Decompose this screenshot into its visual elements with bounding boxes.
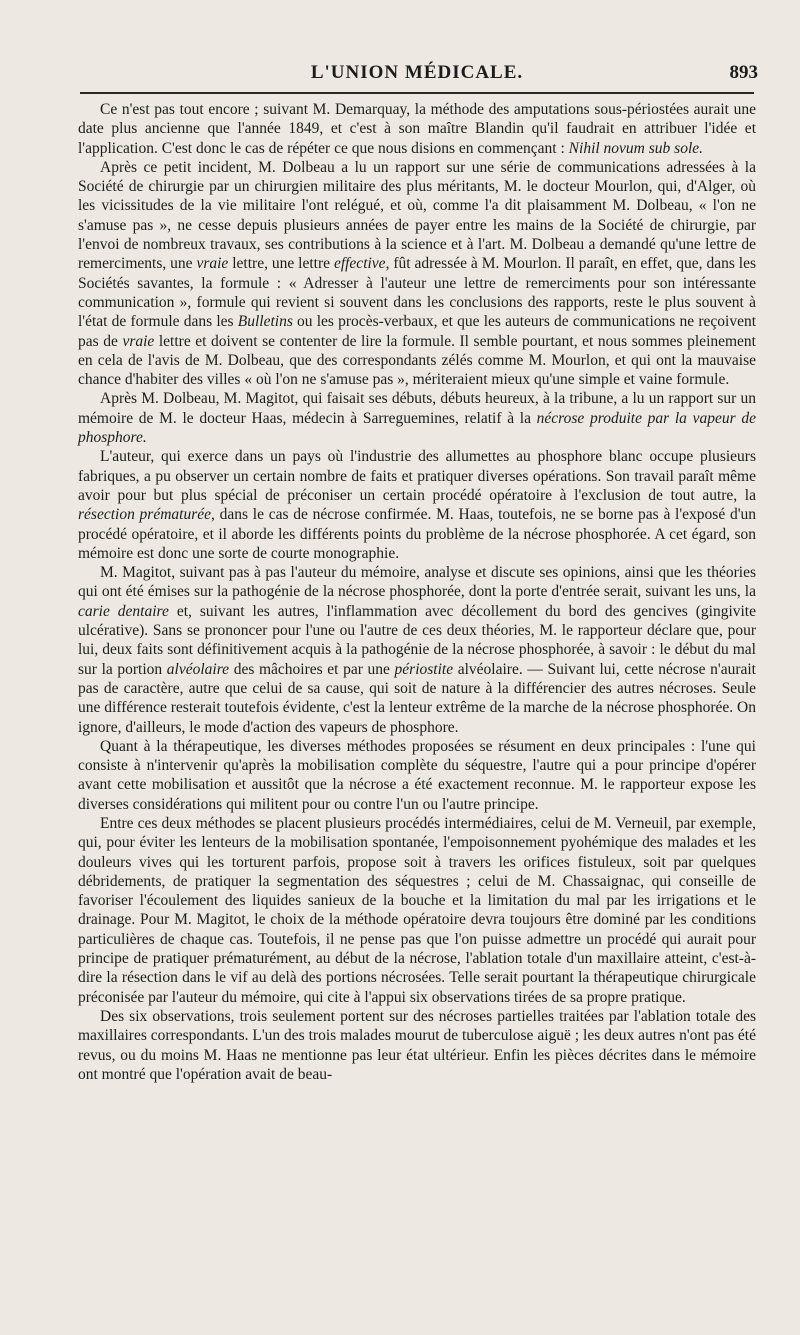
italic-word: effective	[333, 255, 386, 273]
paragraph-text: , dans le cas de nécrose confirmée. M. Haas, toutefois, ne se borne pas à l'exposé d'un procédé opératoire, et il aborde les différents points du problème de la nécrose phosphorée. A cet égard, son mémoire est donc une sorte de courte monographie.	[78, 506, 756, 562]
paragraph-3	[78, 389, 756, 447]
paragraph-1	[78, 100, 756, 158]
italic-word: Bulletins	[237, 313, 293, 331]
paragraph-6	[78, 737, 756, 814]
journal-title: L'UNION MÉDICALE.	[310, 62, 524, 83]
paragraph-text: Après ce petit incident, M. Dolbeau a lu un rapport sur une série de communications adressées à la Société de chirurgie par un chirurgien militaire des plus méritants, M. le docteur Mourlon, qui, d'Alger, où les vicissitudes de la vie militaire l'ont relégué, et où, comme l'a dit plaisamment M. Dolbeau, « l'on ne s'amuse pas », ne cesse depuis plusieurs années de payer entre les mains de la Société de chirurgie, par l'envoi de nombreux travaux, ses contributions à la science et à l'art. M. Dolbeau a demandé qu'une lettre de remerciments, une	[78, 158, 756, 273]
italic-word: vraie	[122, 332, 155, 350]
paragraph-text: Après M. Dolbeau, M. Magitot, qui faisait ses débuts, débuts heureux, à la tribune, a lu un rapport sur un mémoire de M. le docteur Haas, médecin à Sarreguemines, relatif à la	[78, 390, 756, 427]
italic-phrase: résection prématurée	[78, 506, 212, 524]
paragraph-text: lettre, une lettre	[228, 255, 334, 273]
paragraph-text: Ce n'est pas tout encore ; suivant M. Demarquay, la méthode des amputations sous-périostées aurait une date plus ancienne que l'année 1849, et c'est à son maître Blandin qu'il faudrait en attribuer l'idée et l'application. C'est donc le cas de répéter ce que nous disions en commençant :	[78, 101, 756, 157]
paragraph-text: des mâchoires et par une	[229, 660, 395, 678]
italic-phrase: carie dentaire	[78, 602, 169, 620]
page-number: 893	[729, 62, 758, 83]
paragraph-text: Quant à la thérapeutique, les diverses méthodes proposées se résument en deux principales : l'une qui consiste à n'intervenir qu'après la mobilisation complète du séquestre, l'autre qui a pour principe d'opérer avant cette mobilisation et aussitôt que la nécrose a été exactement reconnue. M. le rapporteur expose les diverses considérations qui militent pour ou contre l'un ou l'autre principe.	[78, 737, 756, 813]
paragraph-text: alvéolaire. — Suivant lui, cette nécrose n'aurait pas de caractère, autre que celui de sa cause, qui soit de nature à la différencier des autres nécroses. Seule une différence resterait toutefois évidente, c'est la lenteur extrême de la marche de la nécrose phosphorée. On ignore, d'ailleurs, le mode d'action des vapeurs de phosphore.	[78, 660, 756, 736]
italic-word: périostite	[394, 660, 454, 678]
italic-word: vraie	[196, 255, 229, 273]
paragraph-text: Des six observations, trois seulement portent sur des nécroses partielles traitées par l'ablation totale des maxillaires correspondants. L'un des trois malades mourut de tuberculose aiguë ; les deux autres n'ont pas été revus, ou du moins M. Haas ne mentionne pas leur état ultérieur. Enfin les pièces décrites dans le mémoire ont montré que l'opération avait de beau-	[78, 1007, 756, 1083]
paragraph-text: Entre ces deux méthodes se placent plusieurs procédés intermédiaires, celui de M. Verneuil, par exemple, qui, pour éviter les lenteurs de la mobilisation spontanée, l'empoisonnement pyohémique des malades et les douleurs vives qui les torturent parfois, propose soit à travers les orifices fistuleux, soit par quelques débridements, de pratiquer la segmentation des séquestres ; celui de M. Chassaignac, qui conseille de favoriser l'écoulement des liquides sanieux de la bouche et la limitation du mal par les irrigations et le drainage. Pour M. Magitot, le choix de la méthode opératoire devra toujours être dominé par les conditions particulières de chaque cas. Toutefois, il ne pense pas que l'on puisse admettre un procédé qui aurait pour principe de pratiquer prématurément, au début de la nécrose, l'ablation totale d'un maxillaire atteint, c'est-à-dire la résection dans le vif au delà des portions nécrosées. Telle serait pourtant la thérapeutique chirurgicale préconisée par l'auteur du mémoire, qui cite à l'appui six observations tirées de sa propre pratique.	[78, 814, 756, 1006]
paragraph-text: L'auteur, qui exerce dans un pays où l'industrie des allumettes au phosphore blanc occupe plusieurs fabriques, a pu observer un certain nombre de faits et pratiquer diverses opérations. Son travail paraît même avoir pour but plus spécial de préconiser un certain procédé opératoire à l'exclusion de tout autre, la	[78, 448, 756, 504]
paragraph-text: ou les procès-verbaux, et que les auteurs de communications ne reçoivent pas de	[78, 313, 757, 350]
paragraph-text: , fût adressée à M. Mourlon. Il paraît, en effet, que, dans les Sociétés savantes, la formule : « Adresser à l'auteur une lettre de remerciments pour son intéressante communication », formule qui revient si souvent dans les conclusions des rapports, reste le plus souvent à l'état de formule dans les	[78, 255, 756, 331]
paragraph-text: et, suivant les autres, l'inflammation avec décollement du bord des gencives (gingivite ulcérative). Sans se prononcer pour l'une ou l'autre de ces deux théories, M. le rapporteur déclare que, pour lui, deux faits sont définitivement acquis à la pathogénie de la nécrose phosphorée, à savoir : le début du mal sur la portion	[78, 602, 756, 678]
paragraph-8	[78, 1007, 756, 1084]
italic-phrase: Nihil novum sub sole.	[568, 139, 704, 157]
paragraph-text: M. Magitot, suivant pas à pas l'auteur du mémoire, analyse et discute ses opinions, ainsi que les théories qui ont été émises sur la pathogénie de la nécrose phosphorée, dont la porte d'entrée serait, suivant les uns, la	[78, 564, 756, 601]
paragraph-4	[78, 447, 756, 563]
paragraph-2	[78, 158, 756, 390]
article-body	[78, 100, 756, 1084]
running-header	[80, 60, 758, 94]
italic-word: alvéolaire	[166, 660, 230, 678]
paragraph-text: lettre et doivent se contenter de lire la formule. Il semble pourtant, et nous sommes pleinement en cela de l'avis de M. Dolbeau, que des correspondants zélés comme M. Mourlon, et qui ont la mauvaise chance d'habiter des villes « où l'on ne s'amuse pas », mériteraient mieux qu'une simple et vaine formule.	[78, 332, 756, 389]
italic-phrase: nécrose produite par la vapeur de phosphore.	[78, 409, 756, 447]
paragraph-7	[78, 814, 756, 1007]
paragraph-5	[78, 563, 756, 737]
